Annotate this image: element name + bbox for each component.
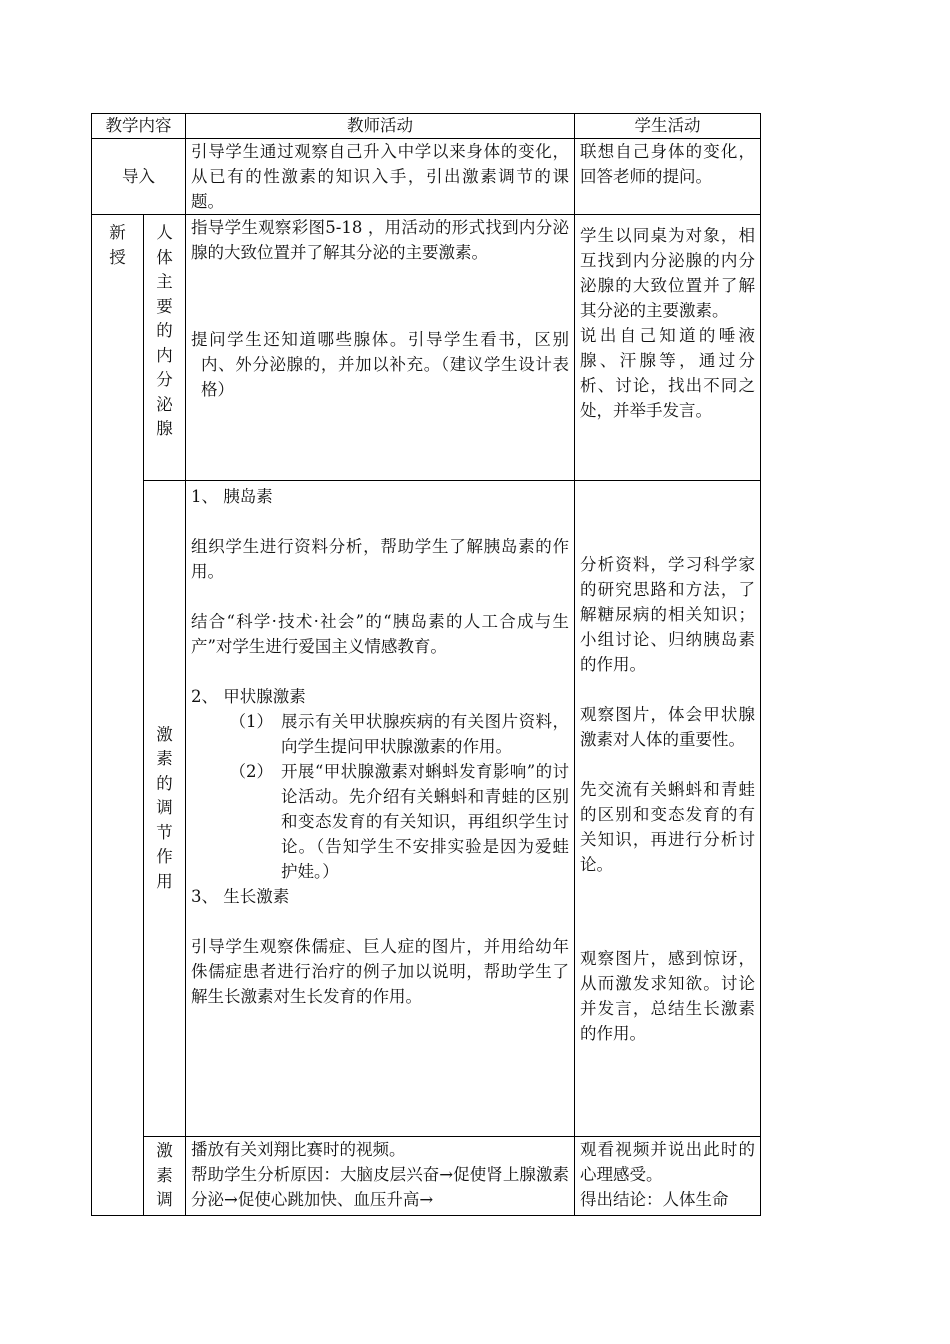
vchar: 体 [156, 247, 173, 267]
new-section-label [92, 215, 144, 1216]
growth-p1: 引导学生观察侏儒症、巨人症的图片，并用给幼年侏儒症患者进行治疗的例子加以说明，帮助学生了解生长激素对生长发育的作用。 [191, 937, 569, 1006]
nervous-student [575, 1137, 761, 1216]
regulation-label [144, 481, 186, 1137]
vchar: 素 [156, 749, 173, 769]
intro-student: 联想自己身体的变化，回答老师的提问。 [575, 139, 761, 215]
thyroid-item [191, 759, 569, 884]
vchar: 的 [156, 773, 173, 793]
nervous-teacher [186, 1137, 575, 1216]
intro-row [92, 139, 761, 215]
vchar: 调 [156, 798, 173, 818]
vchar: 用 [156, 871, 173, 891]
header-content: 教学内容 [92, 114, 186, 139]
growth-title: 3、 生长激素 [191, 887, 290, 906]
header-student: 学生活动 [575, 114, 761, 139]
glands-teacher-p2: 提问学生还知道哪些腺体。引导学生看书，区别内、外分泌腺的，并加以补充。（建议学生设计表格） [191, 330, 569, 399]
thyroid-item-index: （2） [229, 762, 273, 781]
thyroid-item-text: 展示有关甲状腺疾病的有关图片资料，向学生提问甲状腺激素的作用。 [281, 712, 569, 756]
intro-label: 导入 [92, 139, 186, 215]
regulation-student [575, 481, 761, 1137]
regulation-row [92, 481, 761, 1137]
header-teacher: 教师活动 [186, 114, 575, 139]
vchar: 激 [156, 1141, 173, 1160]
glands-teacher-p1: 指导学生观察彩图5-18 ，用活动的形式找到内分泌腺的大致位置并了解其分泌的主要激素。 [191, 218, 569, 262]
vchar: 分 [156, 370, 173, 389]
thyroid-item [191, 709, 569, 759]
nervous-student-p1: 观看视频并说出此时的心理感受。 [580, 1140, 755, 1184]
thyroid-item-index: （1） [229, 712, 273, 731]
nervous-teacher-p2: 帮助学生分析原因：大脑皮层兴奋→促使肾上腺激素分泌→促使心跳加快、血压升高→ [191, 1165, 569, 1209]
thyroid-title: 2、 甲状腺激素 [191, 687, 306, 706]
vchar: 素 [156, 1165, 173, 1185]
vchar: 新 [109, 223, 126, 242]
intro-teacher: 引导学生通过观察自己升入中学以来身体的变化，从已有的性激素的知识入手，引出激素调节的课题。 [186, 139, 575, 215]
thyroid-item-text: 开展“甲状腺激素对蝌蚪发育影响”的讨论活动。先介绍有关蝌蚪和青蛙的区别和变态发育的有关知识，再组织学生讨论。（告知学生不安排实验是因为爱蛙护娃。） [281, 762, 569, 881]
vchar: 激 [156, 724, 173, 744]
vchar: 节 [156, 822, 173, 842]
vchar: 作 [156, 847, 173, 867]
lesson-plan-table [91, 113, 761, 1216]
student-thyroid: 观察图片，体会甲状腺激素对人体的重要性。 [580, 705, 755, 749]
vchar: 授 [109, 247, 126, 267]
vchar: 主 [156, 272, 173, 291]
student-insulin: 分析资料，学习科学家的研究思路和方法，了解糖尿病的相关知识；小组讨论、归纳胰岛素的作用。 [580, 555, 755, 674]
header-row [92, 114, 761, 139]
student-growth: 观察图片，感到惊讶，从而激发求知欲。讨论并发言，总结生长激素的作用。 [580, 949, 755, 1043]
vchar: 内 [156, 345, 173, 365]
nervous-row [92, 1137, 761, 1216]
glands-teacher [186, 215, 575, 481]
glands-student-p1: 学生以同桌为对象，相互找到内分泌腺的内分泌腺的大致位置并了解其分泌的主要激素。 [580, 226, 755, 320]
glands-label [144, 215, 186, 481]
vchar: 要 [156, 296, 173, 316]
insulin-p2: 结合“科学·技术·社会”的“胰岛素的人工合成与生产”对学生进行爱国主义情感教育。 [191, 612, 569, 656]
vchar: 的 [156, 321, 173, 340]
nervous-student-p2: 得出结论：人体生命 [580, 1190, 729, 1209]
glands-row [92, 215, 761, 481]
insulin-p1: 组织学生进行资料分析，帮助学生了解胰岛素的作用。 [191, 537, 569, 581]
nervous-teacher-p1: 播放有关刘翔比赛时的视频。 [191, 1140, 406, 1159]
student-tadpole: 先交流有关蝌蚪和青蛙的区别和变态发育的有关知识，再进行分析讨论。 [580, 780, 755, 874]
nervous-label [144, 1137, 186, 1216]
glands-student-p2: 说出自己知道的唾液腺、汗腺等，通过分析、讨论，找出不同之处，并举手发言。 [580, 326, 755, 420]
glands-student [575, 215, 761, 481]
regulation-teacher [186, 481, 575, 1137]
insulin-title: 1、 胰岛素 [191, 487, 273, 506]
vchar: 调 [156, 1190, 173, 1209]
vchar: 人 [156, 223, 173, 242]
vchar: 腺 [156, 419, 173, 438]
vchar: 泌 [156, 394, 173, 414]
